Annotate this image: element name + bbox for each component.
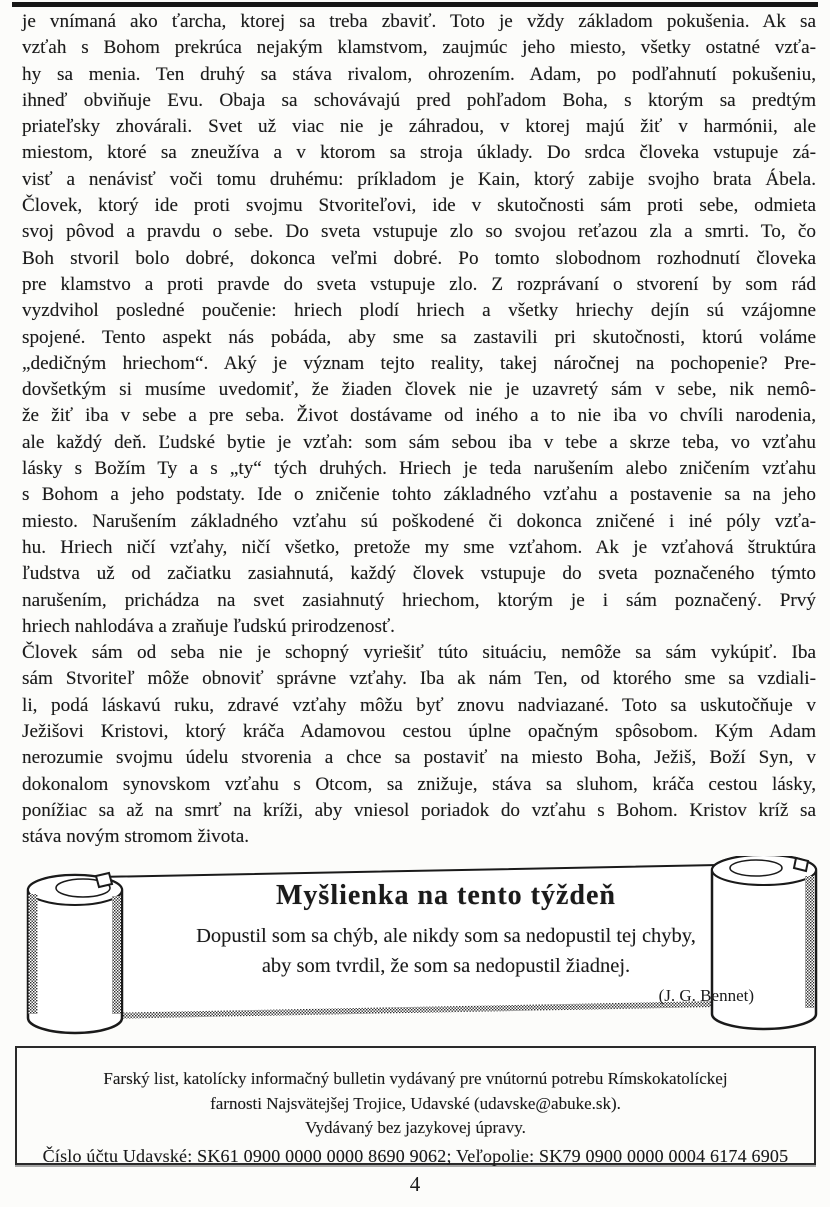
text-line: miesto. Narušením základného vzťahu sú poškodené či dokonca zničené i iné póly vzťa- (22, 510, 816, 532)
scan-artifact-line (12, 2, 818, 7)
page-number: 4 (409, 1172, 421, 1196)
banner-content (128, 880, 764, 1006)
text-line: Boh stvoril bolo dobré, dokonca veľmi dobré. Po tomto slobodnom rozhodnutí človeka (22, 247, 816, 269)
text-line: je vnímaná ako ťarcha, ktorej sa treba zbaviť. Toto je vždy základom pokušenia. Ak sa (22, 11, 816, 32)
text-line: „dedičným hriechom“. Aký je význam tejto reality, takej náročnej na pochopenie? Pre- (22, 352, 816, 374)
text-line: dokonalom synovskom vzťahu s Otcom, sa znižuje, stáva sa sluhom, kráča cestou lásky, (22, 773, 816, 795)
text-line: miestom, ktoré sa zneužíva a v ktorom sa stroja úklady. Do srdca človeka vstupuje zá- (22, 142, 816, 164)
text-line: ihneď obviňuje Evu. Obaja sa schovávajú pred pohľadom Boha, s ktorým sa predtým (22, 89, 816, 111)
text-line: Človek, ktorý ide proti svojmu Stvoriteľovi, ide v skutočnosti sám proti sebe, odmieta (22, 195, 816, 217)
imprint-line: farnosti Najsvätejšej Trojice, Udavské (udavske@abuke.sk). (210, 1093, 621, 1113)
text-line: spojené. Tento aspekt nás pobáda, aby sme sa zastavili pri skutočnosti, ktorú voláme (22, 326, 816, 348)
text-line: nerozumie svojmu údelu stvorenia a chce sa postaviť na miesto Boha, Ježiš, Boží Syn, v (22, 747, 816, 769)
text-line: vzťah s Bohom prekrúca nejakým klamstvom, zaujmúc jeho miesto, všetky ostatné vzťa- (22, 37, 816, 59)
quote-line: Dopustil som sa chýb, ale nikdy som sa nedopustil tej chyby, (196, 925, 696, 947)
text-line: že žiť iba v sebe a pre seba. Život dostávame od iného a to nie iba vo chvíli narodenia, (22, 405, 816, 427)
imprint-line: Vydávaný bez jazykovej úpravy. (305, 1118, 526, 1138)
text-line: pre klamstvo a proti pravde do sveta vstupuje zlo. Z rozprávaní o stvorení by som rád (22, 273, 816, 295)
banner-title: Myšlienka na tento týždeň (276, 880, 616, 911)
imprint-lines (17, 1067, 814, 1141)
text-line: ľudstva už od začiatku zasiahnutá, každý človek vstupuje do sveta poznačeného týmto (22, 563, 816, 585)
thought-of-week-banner (0, 856, 830, 1048)
body-text (22, 9, 816, 851)
text-line: s Bohom a jeho podstaty. Ide o zničenie tohto základného vzťahu a postavenie sa na jeho (22, 484, 816, 506)
imprint-box (15, 1046, 816, 1165)
quote-attribution: (J. G. Bennet) (658, 986, 754, 1005)
bank-accounts-line: Číslo účtu Udavské: SK61 0900 0000 0000 8690 9062; Veľopolie: SK79 0900 0000 0004 6174 6905 (42, 1145, 789, 1166)
text-line: narušením, prichádza na svet zasiahnutý hriechom, ktorým je i sám poznačený. Prvý (22, 589, 816, 611)
scroll-left-roll (28, 873, 122, 1033)
text-line: ale každý deň. Ľudské bytie je vzťah: som sám sebou iba v tebe a skrze teba, vo vzťahu (22, 431, 816, 453)
text-line: hy sa menia. Ten druhý sa stáva rivalom, ohrozením. Adam, po podľahnutí pokušeniu, (22, 63, 816, 85)
text-line: svoj pôvod a pravdu o sebe. Do sveta vstupuje zlo so svojou reťazou zla a smrti. To, čo (22, 221, 816, 243)
text-line: hriech nahlodáva a zraňuje ľudskú prirodzenosť. (22, 615, 395, 637)
imprint-line: Farský list, katolícky informačný bulletin vydávaný pre vnútornú potrebu Rímskokatolíckej (103, 1069, 728, 1088)
text-line: lásky s Božím Ty a s „ty“ tých druhých. Hriech je teda narušením alebo zničením vzťahu (22, 458, 816, 480)
text-line: dovšetkým si musíme uvedomiť, že žiaden človek nie je uzavretý sám v sebe, nik nemô- (22, 379, 816, 401)
text-line: li, podá láskavú ruku, zdravé vzťahy môžu byť znovu nadviazané. Toto sa uskutočňuje v (22, 694, 816, 716)
text-line: vyzdvihol posledné poučenie: hriech plodí hriech a všetky hriechy dejín sú vzájomne (22, 300, 816, 322)
text-line: ponížiac sa až na smrť na kríži, aby vniesol poriadok do vzťahu s Bohom. Kristov kríž sa (22, 799, 816, 821)
weekly-quote (128, 921, 764, 981)
text-line: priateľsky zhovárali. Svet už viac nie je záhradou, v ktorej majú žiť v harmónii, ale (22, 116, 816, 138)
paragraph-1 (22, 9, 816, 640)
text-line: Človek sám od seba nie je schopný vyriešiť túto situáciu, nemôže sa sám vykúpiť. Iba (22, 642, 816, 664)
paragraph-2 (22, 640, 816, 850)
text-line: hu. Hriech ničí vzťahy, ničí všetko, pretože my sme vzťahom. Ak je vzťahová štruktúra (22, 536, 816, 558)
text-line: sám Stvoriteľ môže obnoviť správne vzťahy. Iba ak nám Ten, od ktorého sme sa vzdiali- (22, 668, 816, 690)
quote-line: aby som tvrdil, že som sa nedopustil žiadnej. (261, 955, 631, 977)
text-line: Ježišovi Kristovi, ktorý kráča Adamovou cestou úplne opačným spôsobom. Kým Adam (22, 721, 816, 743)
text-line: stáva novým stromom života. (22, 826, 250, 848)
text-line: visť a nenávisť voči tomu druhému: príkladom je Kain, ktorý zabije svojho brata Ábela. (22, 168, 816, 190)
